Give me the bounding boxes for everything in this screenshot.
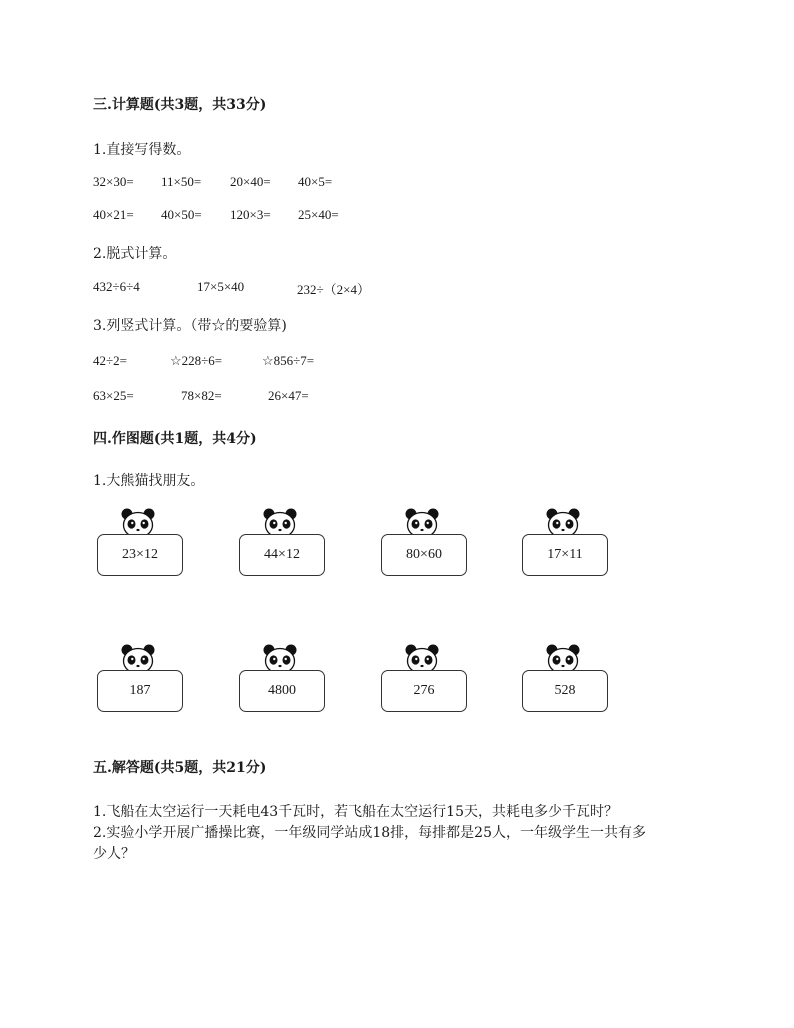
drawing-q1-title: 1.大熊猫找朋友。 — [93, 473, 205, 489]
calc-item: 432÷6÷4 — [93, 279, 140, 294]
section-5-title: 五.解答题(共5题，共21分) — [93, 760, 267, 776]
answer-box: 528 — [522, 670, 608, 712]
calc-item: 232÷（2×4） — [297, 282, 370, 297]
answer-box: 187 — [97, 670, 183, 712]
calc-item: 120×3= — [230, 207, 271, 222]
section-4-title: 四.作图题(共1题，共4分) — [93, 431, 257, 447]
calc-item: 20×40= — [230, 174, 271, 189]
q1-title: 1.直接写得数。 — [93, 142, 191, 158]
q2-title: 2.脱式计算。 — [93, 246, 177, 262]
expression-box: 80×60 — [381, 534, 467, 576]
word-problem-1: 1.飞船在太空运行一天耗电43千瓦时，若飞船在太空运行15天，共耗电多少千瓦时？ — [93, 804, 618, 820]
answer-box: 276 — [381, 670, 467, 712]
word-problem-2: 2.实验小学开展广播操比赛，一年级同学站成18排，每排都是25人，一年级学生一共有多 — [93, 825, 646, 841]
expression-box: 23×12 — [97, 534, 183, 576]
calc-item: 40×21= — [93, 207, 134, 222]
calc-item: 25×40= — [298, 207, 339, 222]
calc-item: 26×47= — [268, 388, 309, 403]
calc-item: 63×25= — [93, 388, 134, 403]
section-3-title: 三.计算题(共3题，共33分) — [93, 97, 267, 113]
calc-item: 11×50= — [161, 174, 202, 189]
calc-item: 40×50= — [161, 207, 202, 222]
q3-title: 3.列竖式计算。（带☆的要验算) — [93, 318, 287, 334]
expression-box: 44×12 — [239, 534, 325, 576]
calc-item: 32×30= — [93, 174, 134, 189]
calc-item: 42÷2= — [93, 353, 127, 368]
expression-box: 17×11 — [522, 534, 608, 576]
calc-item: 40×5= — [298, 174, 333, 189]
calc-item: 78×82= — [181, 388, 222, 403]
answer-box: 4800 — [239, 670, 325, 712]
calc-item: 17×5×40 — [197, 279, 245, 294]
word-problem-2-cont: 少人？ — [93, 846, 135, 862]
calc-item: ☆228÷6= — [170, 353, 223, 368]
calc-item: ☆856÷7= — [262, 353, 315, 368]
